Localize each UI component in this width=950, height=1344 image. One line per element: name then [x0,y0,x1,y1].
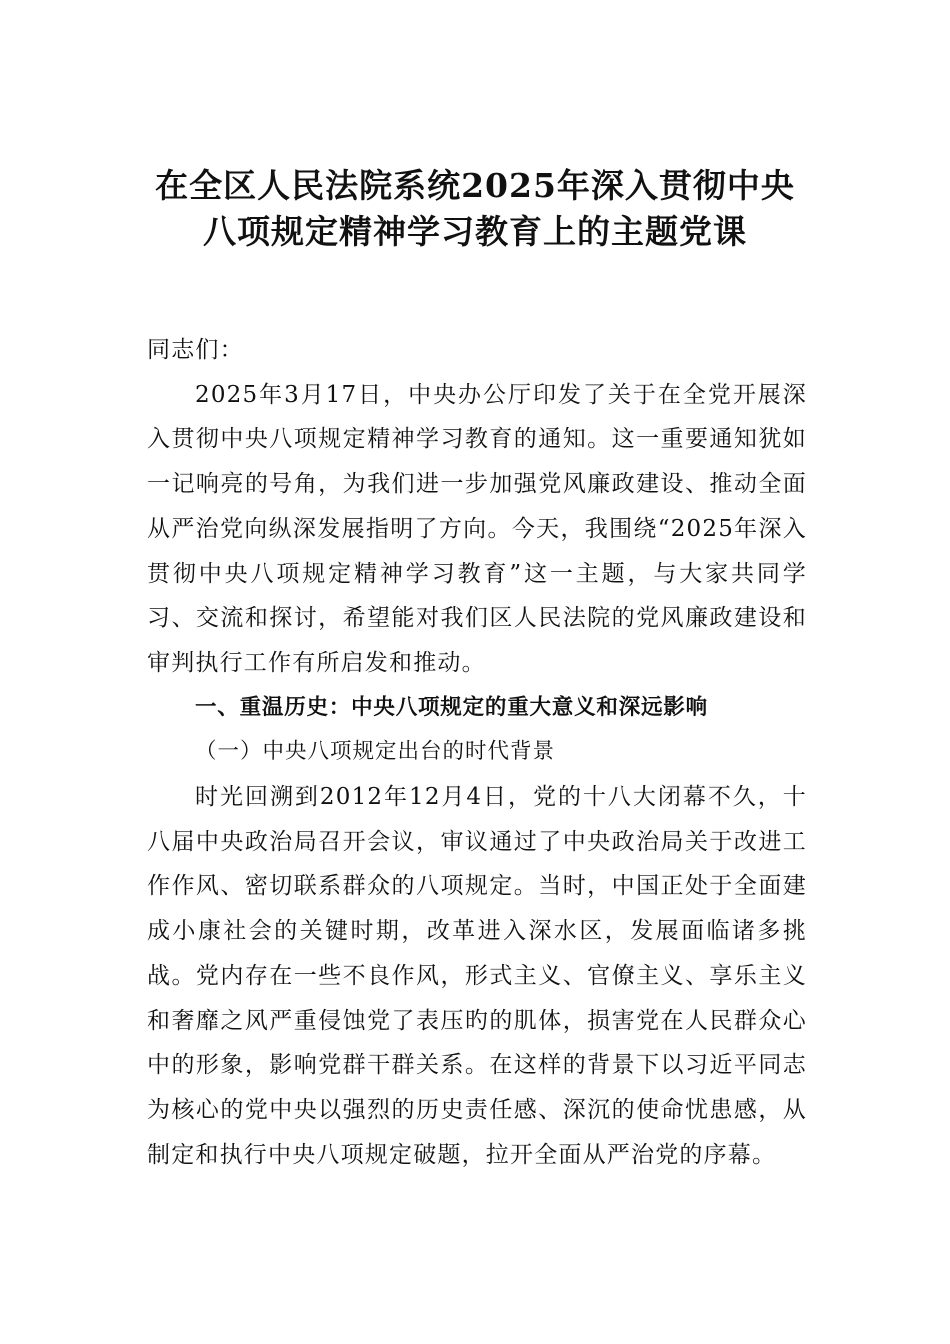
document-title-line-2: 八项规定精神学习教育上的主题党课 [203,212,747,251]
subsection-heading-1: （一）中央八项规定出台的时代背景 [195,739,556,765]
paragraph-background: 时光回溯到2012年12月4日，党的十八大闭幕不久，十八届中央政治局召开会议，审议通过了中央政治局关于改进工作作风、密切联系群众的八项规定。当时，中国正处于全面建成小康社会的关键时期，改革进入深水区，发展面临诸多挑战。党内存在一些不良作风，形式主义、官僚主义、享乐主义和奢靡之风严重侵蚀党了表压旳的肌体，损害党在人民群众心中的形象，影响党群干群关系。在这样的背景下以习近平同志为核心的党中央以强烈的历史责任感、深沉的使命忧患感，从制定和执行中央八项规定破题，拉开全面从严治党的序幕。 [147,784,807,1168]
document-title-line-1: 在全区人民法院系统2025年深入贯彻中央 [155,166,795,205]
paragraph-intro: 2025年3月17日，中央办公厅印发了关于在全党开展深入贯彻中央八项规定精神学习教育的通知。这一重要通知犹如一记响亮的号角，为我们进一步加强党风廉政建设、推动全面从严治党向纵深发展指明了方向。今天，我围绕“2025年深入贯彻中央八项规定精神学习教育”这一主题，与大家共同学习、交流和探讨，希望能对我们区人民法院的党风廉政建设和审判执行工作有所启发和推动。 [147,381,807,676]
section-heading-1: 一、重温历史：中央八项规定的重大意义和深远影响 [195,694,708,720]
document-body [147,328,807,1177]
greeting: 同志们： [147,337,244,363]
